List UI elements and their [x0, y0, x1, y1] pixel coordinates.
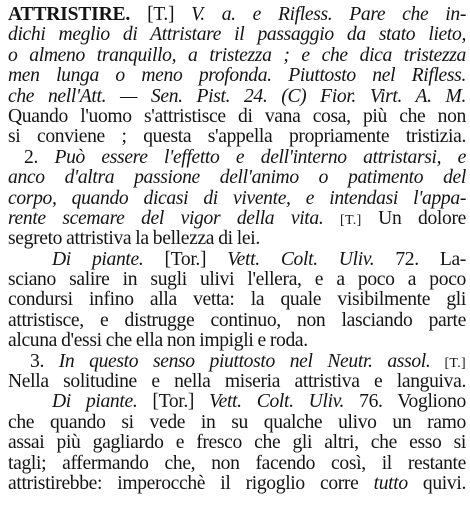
sense-number: 2. [24, 147, 38, 168]
definition-line: corpo, quando dicasi di vivente, e intendasi l'appa- [8, 188, 466, 209]
definition-line: men lunga o meno profonda. Piuttosto nel Rifless. [8, 66, 466, 87]
citation-line [8, 392, 466, 412]
example-line: che quando si vede in su qualche ulivo un ramo [8, 412, 466, 433]
example-line: alcuna d'essi che ella non impigli e roda. [8, 331, 308, 352]
example-line: tagli; affermando che, non facendo così, il restante [8, 453, 466, 474]
example-line: attristirebbe: imperocchè il rigoglio corre tutto quivi. [8, 473, 466, 494]
example-line: sciano salire in sugli ulivi l'ellera, e a poco a poco [8, 270, 466, 291]
example-line: assai più gagliardo e fresco che gli altri, che esso si [8, 433, 466, 454]
example-line: segreto attristiva la bellezza di lei. [8, 229, 260, 250]
example-line: condursi infino alla vetta: la quale visibilmente gli [8, 290, 466, 311]
definition-line: rente scemare del vigor della vita. [T.] Un dolore [8, 208, 466, 229]
example-line: Nella solitudine e nella miseria attristiva e languiva. [8, 372, 466, 393]
citation-work: Vett. Colt. Uliv. [227, 249, 375, 270]
citation-source: [Tor.] [143, 249, 228, 270]
definition-line: anco d'altra passione dell'animo o patimento del [8, 168, 466, 189]
sense-number: 3. [30, 351, 44, 372]
sense-2-line: 2. Può essere l'effetto e dell'interno attristarsi, e [24, 147, 466, 168]
definition-text: V. a. e Rifless. Pare che in- [174, 5, 466, 25]
definition-line: o almeno tranquillo, a tristezza ; e che dica tristezza [8, 45, 466, 66]
citation-work: Vett. Colt. Uliv. [209, 392, 345, 413]
citation-page: 76. Vogliono [344, 392, 466, 413]
citation-label: Di piante. [52, 392, 138, 413]
source-tag: [T.] [430, 355, 466, 371]
example-line: Quando l'uomo s'attristisce di vana cosa, più che non [8, 106, 466, 127]
example-line: attristisce, e distrugge continuo, non lasciando parte [8, 310, 466, 331]
citation-line [8, 250, 466, 270]
headword: ATTRISTIRE. [8, 5, 131, 25]
citation-label: Di piante. [52, 249, 144, 270]
citation-line: che nell'Att. — Sen. Pist. 24. (C) Fior. Virt. A. M. [8, 86, 466, 107]
source-tag: [T.] [147, 5, 175, 25]
sense-3-line: 3. In questo senso piuttosto nel Neutr. assol. [T.] [30, 351, 466, 372]
source-tag: [T.] [340, 212, 362, 228]
citation-source: [Tor.] [137, 392, 210, 413]
definition-line: dichi meglio di Attristare il passaggio da stato lieto, [8, 25, 466, 46]
example-line: si conviene ; questa s'appella propriamente tristizia. [8, 127, 466, 148]
citation-page: 72. La- [374, 249, 466, 270]
entry-header-line [8, 5, 466, 25]
